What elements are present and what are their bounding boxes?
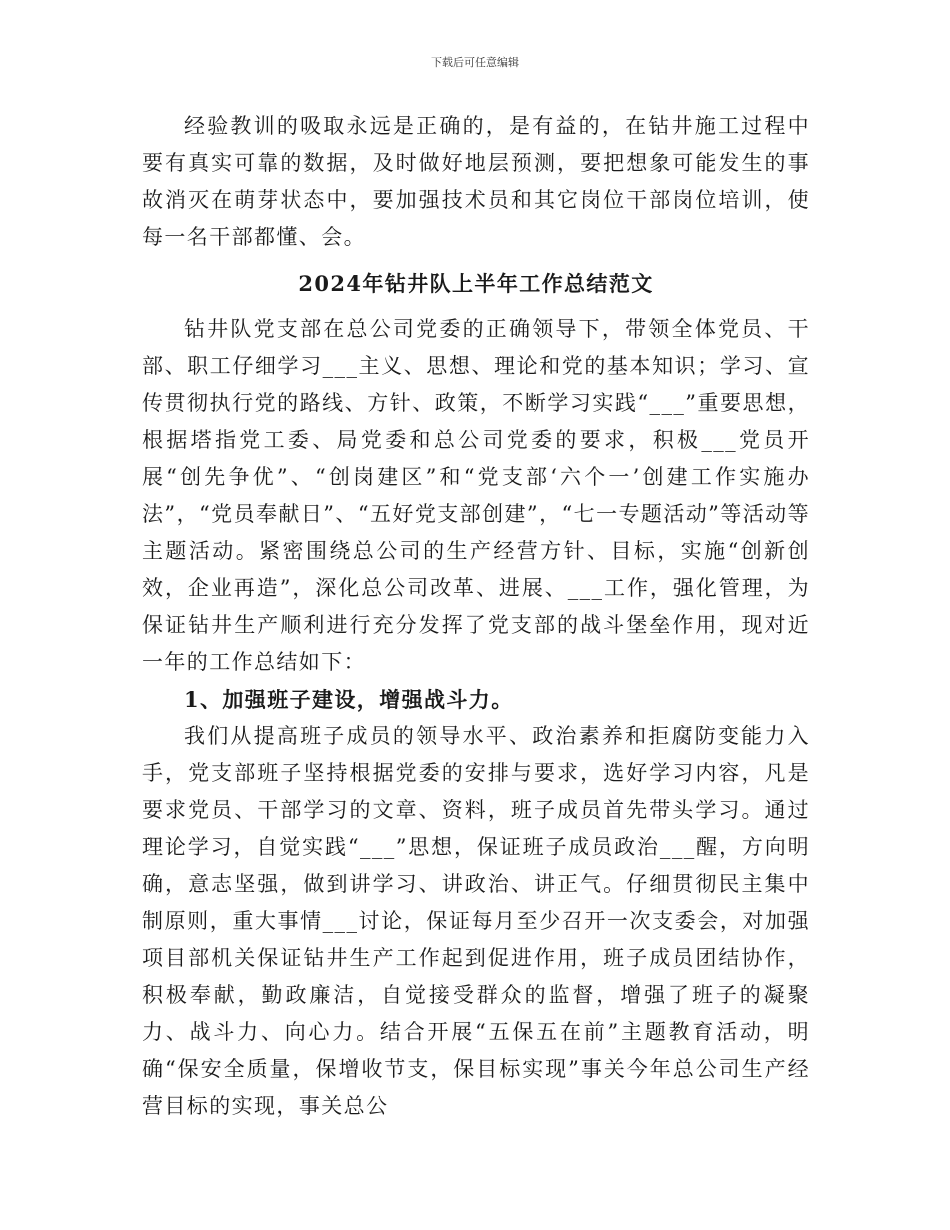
intro-paragraph: 经验教训的吸取永远是正确的，是有益的，在钻井施工过程中要有真实可靠的数据，及时做好地层预测，要把想象可能发生的事故消灭在萌芽状态中，要加强技术员和其它岗位干部岗位培训，使每一名干部都懂、会。 <box>142 114 810 249</box>
section-heading-1: 1、加强班子建设，增强战斗力。 <box>184 687 514 712</box>
document-title: 2024年钻井队上半年工作总结范文 <box>298 271 654 296</box>
paragraph-2: 我们从提高班子成员的领导水平、政治素养和拒腐防变能力入手，党支部班子坚持根据党委的安排与要求，选好学习内容，凡是要求党员、干部学习的文章、资料，班子成员首先带头学习。通过理论学习，自觉实践“___”思想，保证班子成员政治___醒，方向明确，意志坚强，做到讲学习、讲政治、讲正气。仔细贯彻民主集中制原则，重大事情___讨论，保证每月至少召开一次支委会，对加强项目部机关保证钻井生产工作起到促进作用，班子成员团结协作，积极奉献，勤政廉洁，自觉接受群众的监督，增强了班子的凝聚力、战斗力、向心力。结合开展“五保五在前”主题教育活动，明确“保安全质量，保增收节支，保目标实现”事关今年总公司生产经营目标的实现，事关总公 <box>142 724 810 1118</box>
header-note: 下载后可任意编辑 <box>431 56 519 69</box>
document-body <box>142 108 810 1125</box>
paragraph-1: 钻井队党支部在总公司党委的正确领导下，带领全体党员、干部、职工仔细学习___主义、思想、理论和党的基本知识；学习、宣传贯彻执行党的路线、方针、政策，不断学习实践“___”重要思想，根据塔指党工委、局党委和总公司党委的要求，积极___党员开展“创先争优”、“创岗建区”和“党支部‘六个一’创建工作实施办法”，“党员奉献日”、“五好党支部创建”，“七一专题活动”等活动等主题活动。紧密围绕总公司的生产经营方针、目标，实施“创新创效，企业再造”，深化总公司改革、进展、___工作，强化管理，为保证钻井生产顺利进行充分发挥了党支部的战斗堡垒作用，现对近一年的工作总结如下： <box>142 317 810 674</box>
